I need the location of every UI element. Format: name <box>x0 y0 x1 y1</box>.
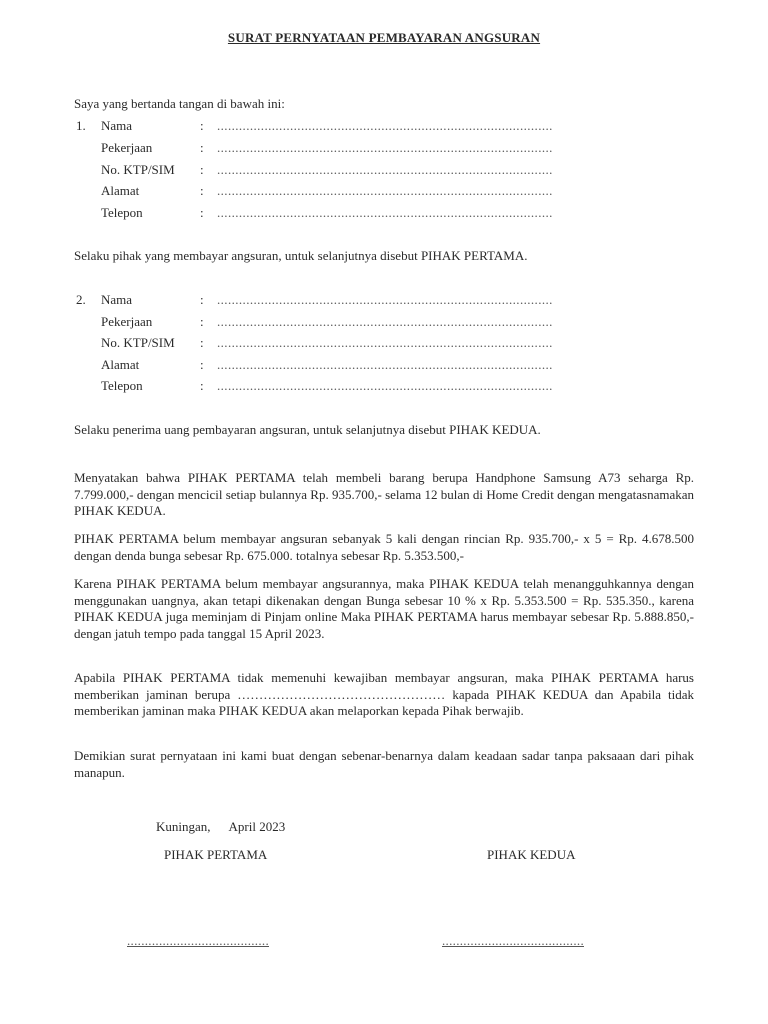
field-blank: ............................................................................................ <box>217 118 553 133</box>
party2-signature-line: ........................................ <box>442 933 584 948</box>
field-blank: ............................................................................................ <box>217 140 553 155</box>
field-blank: ............................................................................................ <box>217 335 553 350</box>
field-blank: ............................................................................................ <box>217 205 553 220</box>
field-label: Pekerjaan <box>101 314 153 329</box>
intro-text: Saya yang bertanda tangan di bawah ini: <box>74 96 285 111</box>
party1-signature-line: ........................................ <box>127 933 269 948</box>
field-colon: : <box>200 357 204 372</box>
document-title-text: SURAT PERNYATAAN PEMBAYARAN ANGSURAN <box>227 30 541 45</box>
field-colon: : <box>200 292 204 307</box>
interest-paragraph: Karena PIHAK PERTAMA belum membayar angsurannya, maka PIHAK KEDUA telah menangguhkannya dengan menggunakan uangnya, akan tetapi dikenakan dengan Bunga sebesar 10 % x Rp. 5.353.500 = Rp. 535.350., karena PIHAK KEDUA juga meminjam di Pinjam online Maka PIHAK PERTAMA harus membayar sebesar Rp. 5.888.850,- dengan jatuh tempo pada tanggal 15 April 2023. <box>74 576 694 641</box>
field-label: Telepon <box>101 378 143 393</box>
document-title <box>0 30 768 46</box>
field-label: No. KTP/SIM <box>101 162 175 177</box>
guarantee-paragraph: Apabila PIHAK PERTAMA tidak memenuhi kewajiban membayar angsuran, maka PIHAK PERTAMA harus memberikan jaminan berupa ………………………………………… kapada PIHAK KEDUA dan Apabila tidak memberikan jaminan maka PIHAK KEDUA akan melaporkan kepada Pihak berwajib. <box>74 670 694 718</box>
party1-signature-label: PIHAK PERTAMA <box>164 847 268 862</box>
field-blank: ............................................................................................ <box>217 357 553 372</box>
field-label: Telepon <box>101 205 143 220</box>
field-blank: ............................................................................................ <box>217 378 553 393</box>
field-label: Nama <box>101 118 133 133</box>
signature-place: Kuningan, <box>156 819 211 834</box>
party2-role-text: Selaku penerima uang pembayaran angsuran, untuk selanjutnya disebut PIHAK KEDUA. <box>74 422 541 437</box>
field-colon: : <box>200 378 204 393</box>
statement-paragraph: Menyatakan bahwa PIHAK PERTAMA telah membeli barang berupa Handphone Samsung A73 seharga Rp. 7.799.000,- dengan mencicil setiap bulannya Rp. 935.700,- selama 12 bulan di Home Credit dengan mengatasnamakan PIHAK KEDUA. <box>74 470 694 518</box>
signature-date: April 2023 <box>228 819 286 834</box>
party1-number: 1. <box>76 118 86 133</box>
field-colon: : <box>200 335 204 350</box>
field-blank: ............................................................................................ <box>217 314 553 329</box>
field-blank: ............................................................................................ <box>217 292 553 307</box>
field-colon: : <box>200 118 204 133</box>
field-label: Nama <box>101 292 133 307</box>
party2-number: 2. <box>76 292 86 307</box>
field-colon: : <box>200 314 204 329</box>
field-colon: : <box>200 162 204 177</box>
field-colon: : <box>200 183 204 198</box>
field-blank: ............................................................................................ <box>217 162 553 177</box>
closing-paragraph: Demikian surat pernyataan ini kami buat dengan sebenar-benarnya dalam keadaan sadar tanpa paksaaan dari pihak manapun. <box>74 748 694 780</box>
field-colon: : <box>200 205 204 220</box>
field-colon: : <box>200 140 204 155</box>
field-label: Alamat <box>101 183 140 198</box>
field-label: Alamat <box>101 357 140 372</box>
arrears-paragraph: PIHAK PERTAMA belum membayar angsuran sebanyak 5 kali dengan rincian Rp. 935.700,- x 5 = Rp. 4.678.500 dengan denda bunga sebesar Rp. 675.000. totalnya sebesar Rp. 5.353.500,- <box>74 531 694 563</box>
party1-role-text: Selaku pihak yang membayar angsuran, untuk selanjutnya disebut PIHAK PERTAMA. <box>74 248 528 263</box>
field-label: No. KTP/SIM <box>101 335 175 350</box>
field-blank: ............................................................................................ <box>217 183 553 198</box>
party2-signature-label: PIHAK KEDUA <box>487 847 576 862</box>
field-label: Pekerjaan <box>101 140 153 155</box>
signature-place-date <box>156 819 285 835</box>
